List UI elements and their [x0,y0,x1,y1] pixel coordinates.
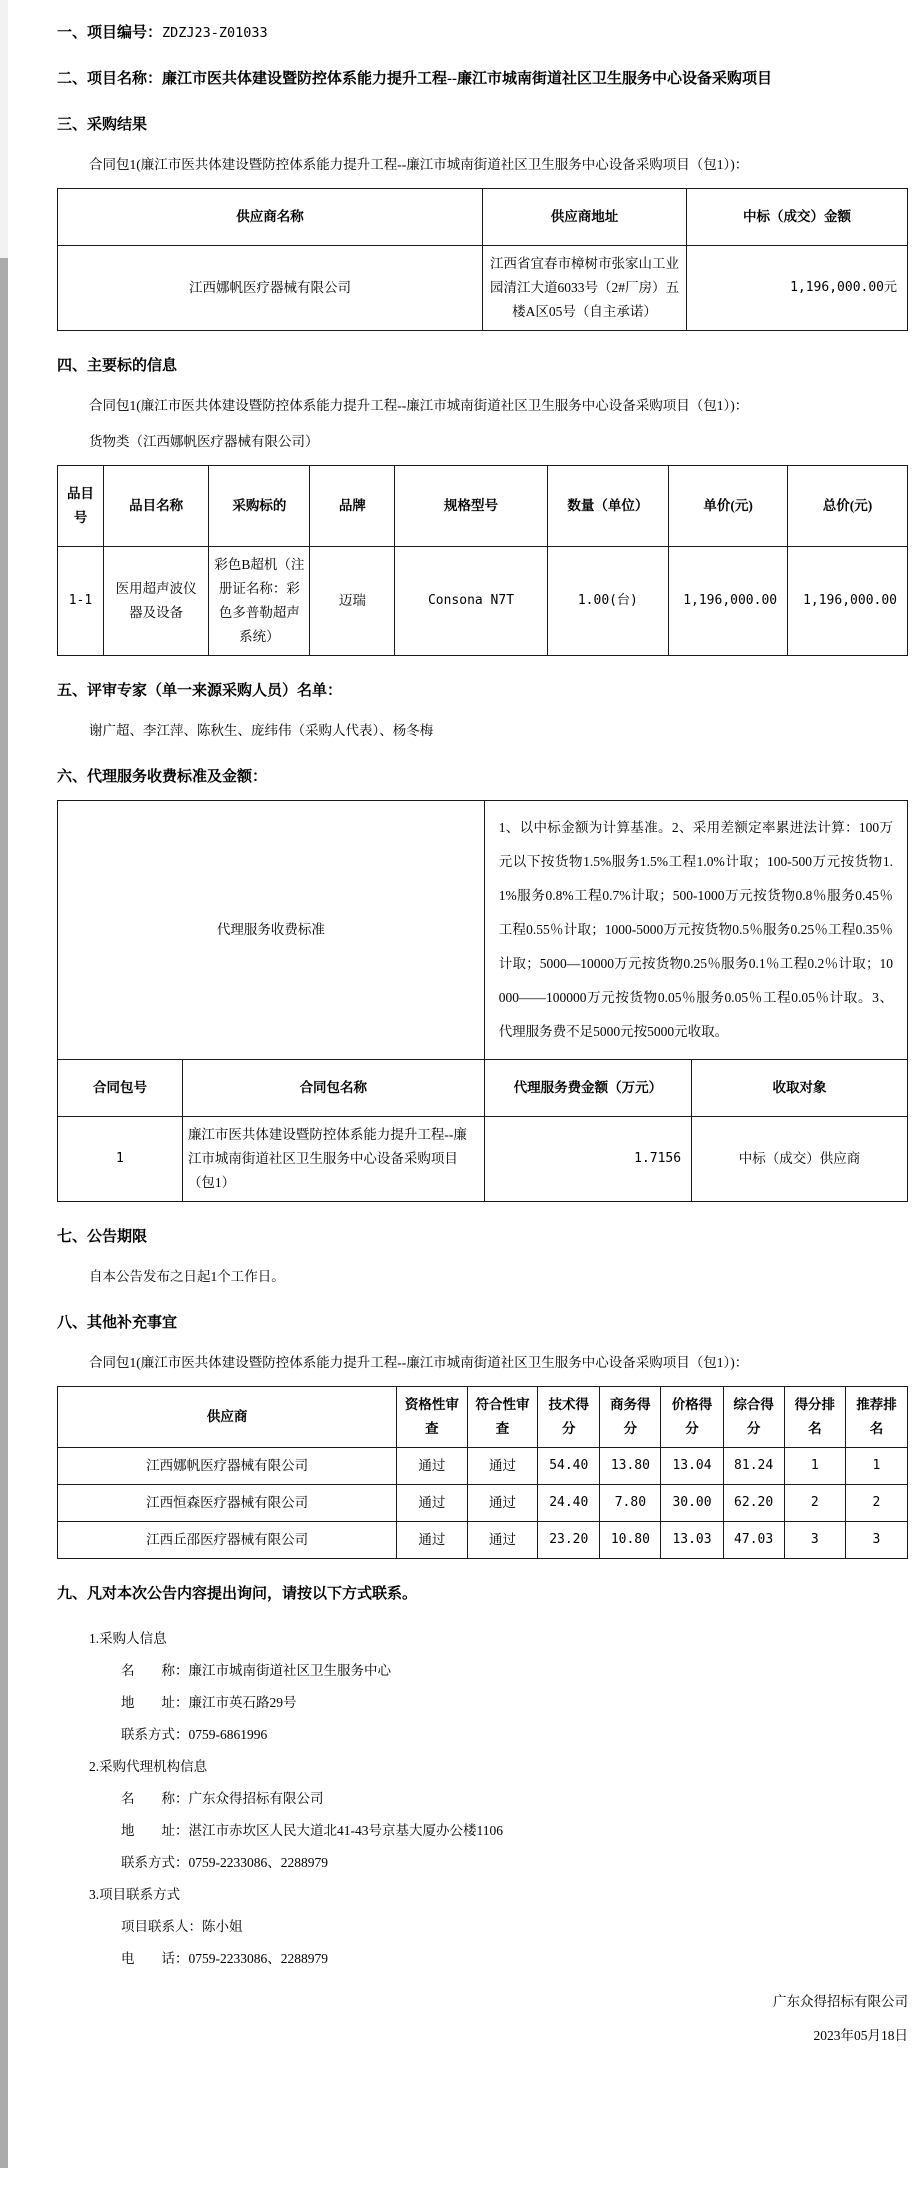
project-number-label: 一、项目编号： [57,25,163,41]
project-phone-line: 电 话：0759-2233086、2288979 [121,1951,328,1966]
scores-header-conformity-review: 符合性审查 [467,1387,538,1448]
scores-header-price-score: 价格得分 [661,1387,723,1448]
items-header-spec-model: 规格型号 [395,466,547,547]
items-header-unit-price: 单价(元) [669,466,788,547]
supplier-address-cell: 江西省宜春市樟树市张家山工业园清江大道6033号（2#厂房）五楼A区05号（自主承诺） [483,246,687,331]
package-name-cell: 廉江市医共体建设暨防控体系能力提升工程--廉江市城南街道社区卫生服务中心设备采购项目（包1） [182,1117,484,1202]
section-procurement-result-title: 三、采购结果 [57,117,148,133]
scores-header-recommend-rank: 推荐排名 [845,1387,907,1448]
agent-phone-line: 联系方式：0759-2233086、2288979 [121,1855,328,1870]
items-header-brand: 品牌 [310,466,395,547]
signature-company: 广东众得招标有限公司 [773,1994,908,2009]
project-number-value: ZDZJ23-Z01033 [162,25,268,41]
agency-fee-header-row [58,1060,908,1117]
scores-conformity-cell: 通过 [467,1522,538,1559]
agency-header-package-name: 合同包名称 [182,1060,484,1117]
signature-block [57,1985,908,2053]
item-name-cell: 医用超声波仪器及设备 [103,547,208,656]
agency-header-fee-amount: 代理服务费金额（万元） [484,1060,691,1117]
result-table-row [58,246,908,331]
agency-header-package-no: 合同包号 [58,1060,183,1117]
scores-business-cell: 7.80 [600,1485,661,1522]
agency-fee-data-row [58,1117,908,1202]
quantity-unit-cell: 1.00(台) [547,547,669,656]
result-table-header-row [58,189,908,246]
scores-qualification-cell: 通过 [397,1448,468,1485]
buyer-info-title: 1.采购人信息 [89,1631,167,1646]
left-scrollbar-track [0,0,8,2081]
contacts-block [57,1623,908,1975]
scores-supplier-cell: 江西丘邵医疗器械有限公司 [58,1522,397,1559]
items-table-row [58,547,908,656]
result-header-award-amount: 中标（成交）金额 [687,189,908,246]
items-header-procurement-target: 采购标的 [209,466,310,547]
scores-supplier-cell: 江西恒森医疗器械有限公司 [58,1485,397,1522]
scores-qualification-cell: 通过 [397,1485,468,1522]
agent-info-title: 2.采购代理机构信息 [89,1759,208,1774]
scores-recommend-cell: 2 [845,1485,907,1522]
scores-price-cell: 30.00 [661,1485,723,1522]
unit-price-cell: 1,196,000.00 [669,547,788,656]
items-table [57,465,908,656]
scores-price-cell: 13.04 [661,1448,723,1485]
scores-table-row-3 [58,1522,908,1559]
scores-total-cell: 62.20 [723,1485,784,1522]
package-no-cell: 1 [58,1117,183,1202]
agency-fee-standard-row [58,801,908,1060]
subject-package-line: 合同包1(廉江市医共体建设暨防控体系能力提升工程--廉江市城南街道社区卫生服务中心设备采购项目（包1）)： [89,398,749,413]
scores-rank-cell: 1 [784,1448,845,1485]
items-header-quantity-unit: 数量（单位） [547,466,669,547]
buyer-name-line: 名 称：廉江市城南街道社区卫生服务中心 [121,1663,391,1678]
section-main-subject-title: 四、主要标的信息 [57,358,178,374]
signature-date: 2023年05月18日 [813,2028,908,2043]
award-amount-cell: 1,196,000.00元 [687,246,908,331]
supplement-package-line: 合同包1(廉江市医共体建设暨防控体系能力提升工程--廉江市城南街道社区卫生服务中心设备采购项目（包1）)： [89,1355,749,1370]
project-contact-person-line: 项目联系人：陈小姐 [121,1919,243,1934]
section-project-number [57,22,908,44]
section-project-name: 二、项目名称：廉江市医共体建设暨防控体系能力提升工程--廉江市城南街道社区卫生服务中心设备采购项目 [57,71,772,87]
agency-fee-standard-text-cell: 1、以中标金额为计算基准。2、采用差额定率累进法计算：100万元以下按货物1.5%服务1.5%工程1.0%计取；100-500万元按货物1.1%服务0.8%工程0.7%计取；500-1000万元按货物0.8％服务0.45％工程0.55％计取；1000-5000万元按货物0.5％服务0.25％工程0.35％计取；5000—10000万元按货物0.25％服务0.1％工程0.2％计取；10000——100000万元按货物0.05％服务0.05％工程0.05％计取。3、代理服务费不足5000元按5000元收取。 [484,801,907,1060]
fee-amount-cell: 1.7156 [484,1117,691,1202]
result-package-line: 合同包1(廉江市医共体建设暨防控体系能力提升工程--廉江市城南街道社区卫生服务中心设备采购项目（包1）)： [89,157,749,172]
notice-period-line: 自本公告发布之日起1个工作日。 [89,1269,285,1284]
result-table [57,188,908,331]
scores-qualification-cell: 通过 [397,1522,468,1559]
buyer-phone-line: 联系方式：0759-6861996 [121,1727,268,1742]
section-supplement-title: 八、其他补充事宜 [57,1315,178,1331]
scores-technical-cell: 24.40 [538,1485,600,1522]
items-table-header-row [58,466,908,547]
total-price-cell: 1,196,000.00 [788,547,908,656]
scores-price-cell: 13.03 [661,1522,723,1559]
scores-recommend-cell: 1 [845,1448,907,1485]
procurement-target-cell: 彩色B超机（注册证名称：彩色多普勒超声系统） [209,547,310,656]
agency-header-charged-party: 收取对象 [692,1060,908,1117]
buyer-address-line: 地 址：廉江市英石路29号 [121,1695,297,1710]
scores-header-supplier: 供应商 [58,1387,397,1448]
agency-fee-table [57,800,908,1202]
agent-address-line: 地 址：湛江市赤坎区人民大道北41-43号京基大厦办公楼1106 [121,1823,503,1838]
scores-supplier-cell: 江西娜帆医疗器械有限公司 [58,1448,397,1485]
supplier-name-cell: 江西娜帆医疗器械有限公司 [58,246,483,331]
items-header-total-price: 总价(元) [788,466,908,547]
scores-table-row-1 [58,1448,908,1485]
project-contact-title: 3.项目联系方式 [89,1887,181,1902]
agent-name-line: 名 称：广东众得招标有限公司 [121,1791,324,1806]
result-header-supplier-address: 供应商地址 [483,189,687,246]
items-header-item-name: 品目名称 [103,466,208,547]
scores-total-cell: 81.24 [723,1448,784,1485]
scores-business-cell: 10.80 [600,1522,661,1559]
scores-header-qualification-review: 资格性审查 [397,1387,468,1448]
section-contact-title: 九、凡对本次公告内容提出询问，请按以下方式联系。 [57,1586,418,1602]
section-agency-fee-title: 六、代理服务收费标准及金额： [57,769,268,785]
experts-list-line: 谢广超、李江萍、陈秋生、庞纬伟（采购人代表）、杨冬梅 [89,723,434,738]
spec-model-cell: Consona N7T [395,547,547,656]
scores-conformity-cell: 通过 [467,1448,538,1485]
scores-header-technical-score: 技术得分 [538,1387,600,1448]
scores-table-header-row [58,1387,908,1448]
agency-fee-standard-label-cell: 代理服务收费标准 [58,801,485,1060]
scores-header-total-score: 综合得分 [723,1387,784,1448]
item-no-cell: 1-1 [58,547,104,656]
brand-cell: 迈瑞 [310,547,395,656]
scores-business-cell: 13.80 [600,1448,661,1485]
scores-table [57,1386,908,1559]
scores-header-score-rank: 得分排名 [784,1387,845,1448]
charged-party-cell: 中标（成交）供应商 [692,1117,908,1202]
result-header-supplier-name: 供应商名称 [58,189,483,246]
goods-class-line: 货物类（江西娜帆医疗器械有限公司） [89,434,319,449]
items-header-item-no: 品目号 [58,466,104,547]
left-scrollbar-thumb[interactable] [0,258,8,2168]
scores-header-business-score: 商务得分 [600,1387,661,1448]
scores-technical-cell: 54.40 [538,1448,600,1485]
section-notice-period-title: 七、公告期限 [57,1229,148,1245]
scores-recommend-cell: 3 [845,1522,907,1559]
scores-technical-cell: 23.20 [538,1522,600,1559]
scores-total-cell: 47.03 [723,1522,784,1559]
scores-table-row-2 [58,1485,908,1522]
scores-conformity-cell: 通过 [467,1485,538,1522]
scores-rank-cell: 2 [784,1485,845,1522]
section-experts-title: 五、评审专家（单一来源采购人员）名单： [57,683,343,699]
scores-rank-cell: 3 [784,1522,845,1559]
